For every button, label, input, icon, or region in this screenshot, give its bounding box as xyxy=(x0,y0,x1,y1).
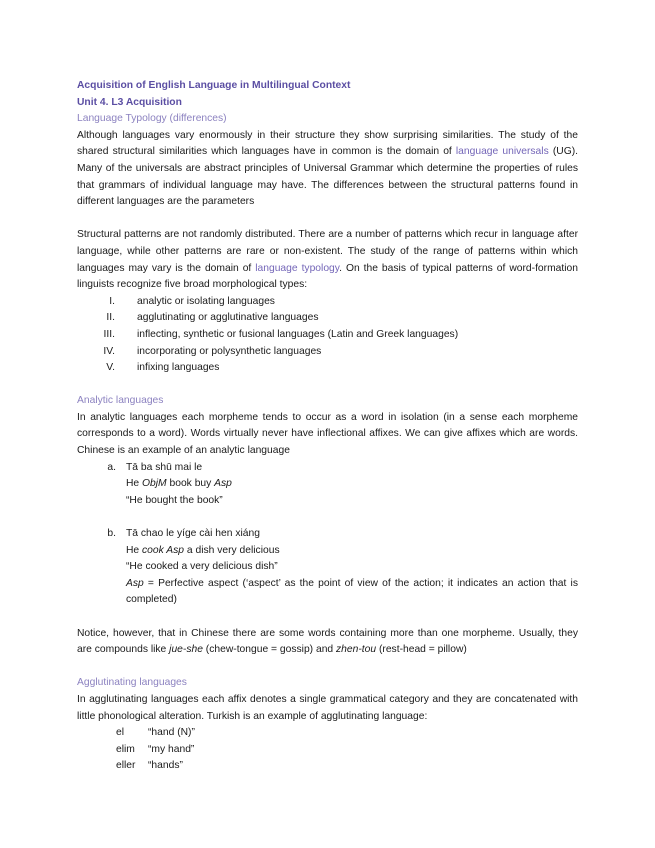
example-b-note xyxy=(77,576,578,609)
turkish-example xyxy=(77,758,578,775)
paragraph-text: (rest-head = pillow) xyxy=(376,644,467,656)
paragraph-text: Notice, however, that in Chinese there are some words containing more than one morpheme. Usually, they are compounds like xyxy=(77,627,578,656)
example-label: a. xyxy=(107,461,116,473)
example-b-gloss xyxy=(77,543,578,560)
paragraph-notice xyxy=(77,626,578,659)
example-b xyxy=(77,526,578,543)
list-item xyxy=(77,360,578,377)
list-item xyxy=(77,327,578,344)
translation-text: “He cooked a very delicious dish” xyxy=(126,561,278,573)
gloss-italic: ObjM xyxy=(142,478,167,490)
paragraph-agglutinating: In agglutinating languages each affix denotes a single grammatical category and they are concatenated with little phonological alteration. Turkish is an example of agglutinating language: xyxy=(77,693,578,722)
example-a xyxy=(77,460,578,477)
paragraph-text: Although languages vary enormously in their structure they show surprising similarities. The study of the shared structural similarities which languages have in common is the domain of xyxy=(77,129,578,158)
note-text: = Perfective aspect (‘aspect’ as the point of view of the action; it indicates an action that is completed) xyxy=(126,577,578,606)
example-b-translation xyxy=(77,559,578,576)
document-page xyxy=(77,78,578,775)
unit-title: Unit 4. L3 Acquisition xyxy=(77,96,182,108)
example-sentence: Tā ba shū mai le xyxy=(126,461,203,473)
list-text: analytic or isolating languages xyxy=(137,295,275,307)
example-sentence: Tā chao le yíge cài hen xiáng xyxy=(126,528,260,540)
paragraph-analytic: In analytic languages each morpheme tends to occur as a word in isolation (in a sense each morpheme corresponds to a word). Words virtually never have inflectional affixes. We can give affixes which are words. Chinese is an example of an analytic language xyxy=(77,411,578,457)
gloss-italic: Asp xyxy=(214,478,232,490)
turkish-example xyxy=(77,742,578,759)
paragraph-text: (UG). Many of the universals are abstract principles of Universal Grammar which determine the properties of rules that grammars of individual language may have. The differences between the structural patterns found in different languages are the parameters xyxy=(77,146,579,208)
turkish-word: el xyxy=(116,727,125,739)
term-language-typology: language typology xyxy=(255,262,340,274)
list-text: inflecting, synthetic or fusional languages (Latin and Greek languages) xyxy=(137,328,459,340)
turkish-gloss: “hands” xyxy=(148,760,183,772)
example-a-gloss xyxy=(77,476,578,493)
spacer xyxy=(77,659,578,676)
section-heading-agglutinating: Agglutinating languages xyxy=(77,677,187,689)
turkish-gloss: “my hand” xyxy=(148,743,195,755)
list-number: II. xyxy=(106,312,115,324)
gloss-text: He xyxy=(126,544,143,556)
list-text: incorporating or polysynthetic languages xyxy=(137,345,322,357)
paragraph-typology xyxy=(77,227,578,293)
list-item xyxy=(77,294,578,311)
example-a-translation xyxy=(77,493,578,510)
list-item xyxy=(77,310,578,327)
list-text: infixing languages xyxy=(137,362,220,374)
example-word: jue-she xyxy=(169,644,203,656)
gloss-text: a dish very delicious xyxy=(184,544,280,556)
example-word: zhen-tou xyxy=(336,644,377,656)
gloss-text: book buy xyxy=(166,478,215,490)
course-title: Acquisition of English Language in Multilingual Context xyxy=(77,80,351,91)
list-item xyxy=(77,344,578,361)
spacer xyxy=(77,377,578,394)
spacer xyxy=(77,509,578,526)
term-language-universals: language universals xyxy=(455,146,549,158)
note-term: Asp xyxy=(126,577,144,589)
turkish-word: eller xyxy=(116,760,136,772)
paragraph-text: Structural patterns are not randomly distributed. There are a number of patterns which recur in language after language, while other patterns are rare or non-existent. The study of the range of patterns within which languages may vary is the domain of xyxy=(77,229,578,274)
translation-text: “He bought the book” xyxy=(126,494,223,506)
list-number: I. xyxy=(109,295,115,307)
list-number: IV. xyxy=(103,345,115,357)
list-number: III. xyxy=(103,328,115,340)
gloss-text: He xyxy=(126,478,143,490)
section-heading-analytic: Analytic languages xyxy=(77,395,164,407)
morphological-types-list xyxy=(77,294,578,377)
paragraph-text: . On the basis of typical patterns of word-formation linguists recognize five broad morphological types: xyxy=(77,262,578,291)
gloss-italic: cook Asp xyxy=(142,544,185,556)
section-heading-typology: Language Typology (differences) xyxy=(77,113,227,125)
turkish-word: elim xyxy=(116,743,135,755)
list-text: agglutinating or agglutinative languages xyxy=(137,312,319,324)
list-number: V. xyxy=(106,362,115,374)
paragraph-universals xyxy=(77,128,578,211)
turkish-gloss: “hand (N)” xyxy=(148,727,195,739)
spacer xyxy=(77,609,578,626)
example-label: b. xyxy=(107,528,116,540)
spacer xyxy=(77,211,578,228)
turkish-example xyxy=(77,725,578,742)
paragraph-text: (chew-tongue = gossip) and xyxy=(202,644,337,656)
